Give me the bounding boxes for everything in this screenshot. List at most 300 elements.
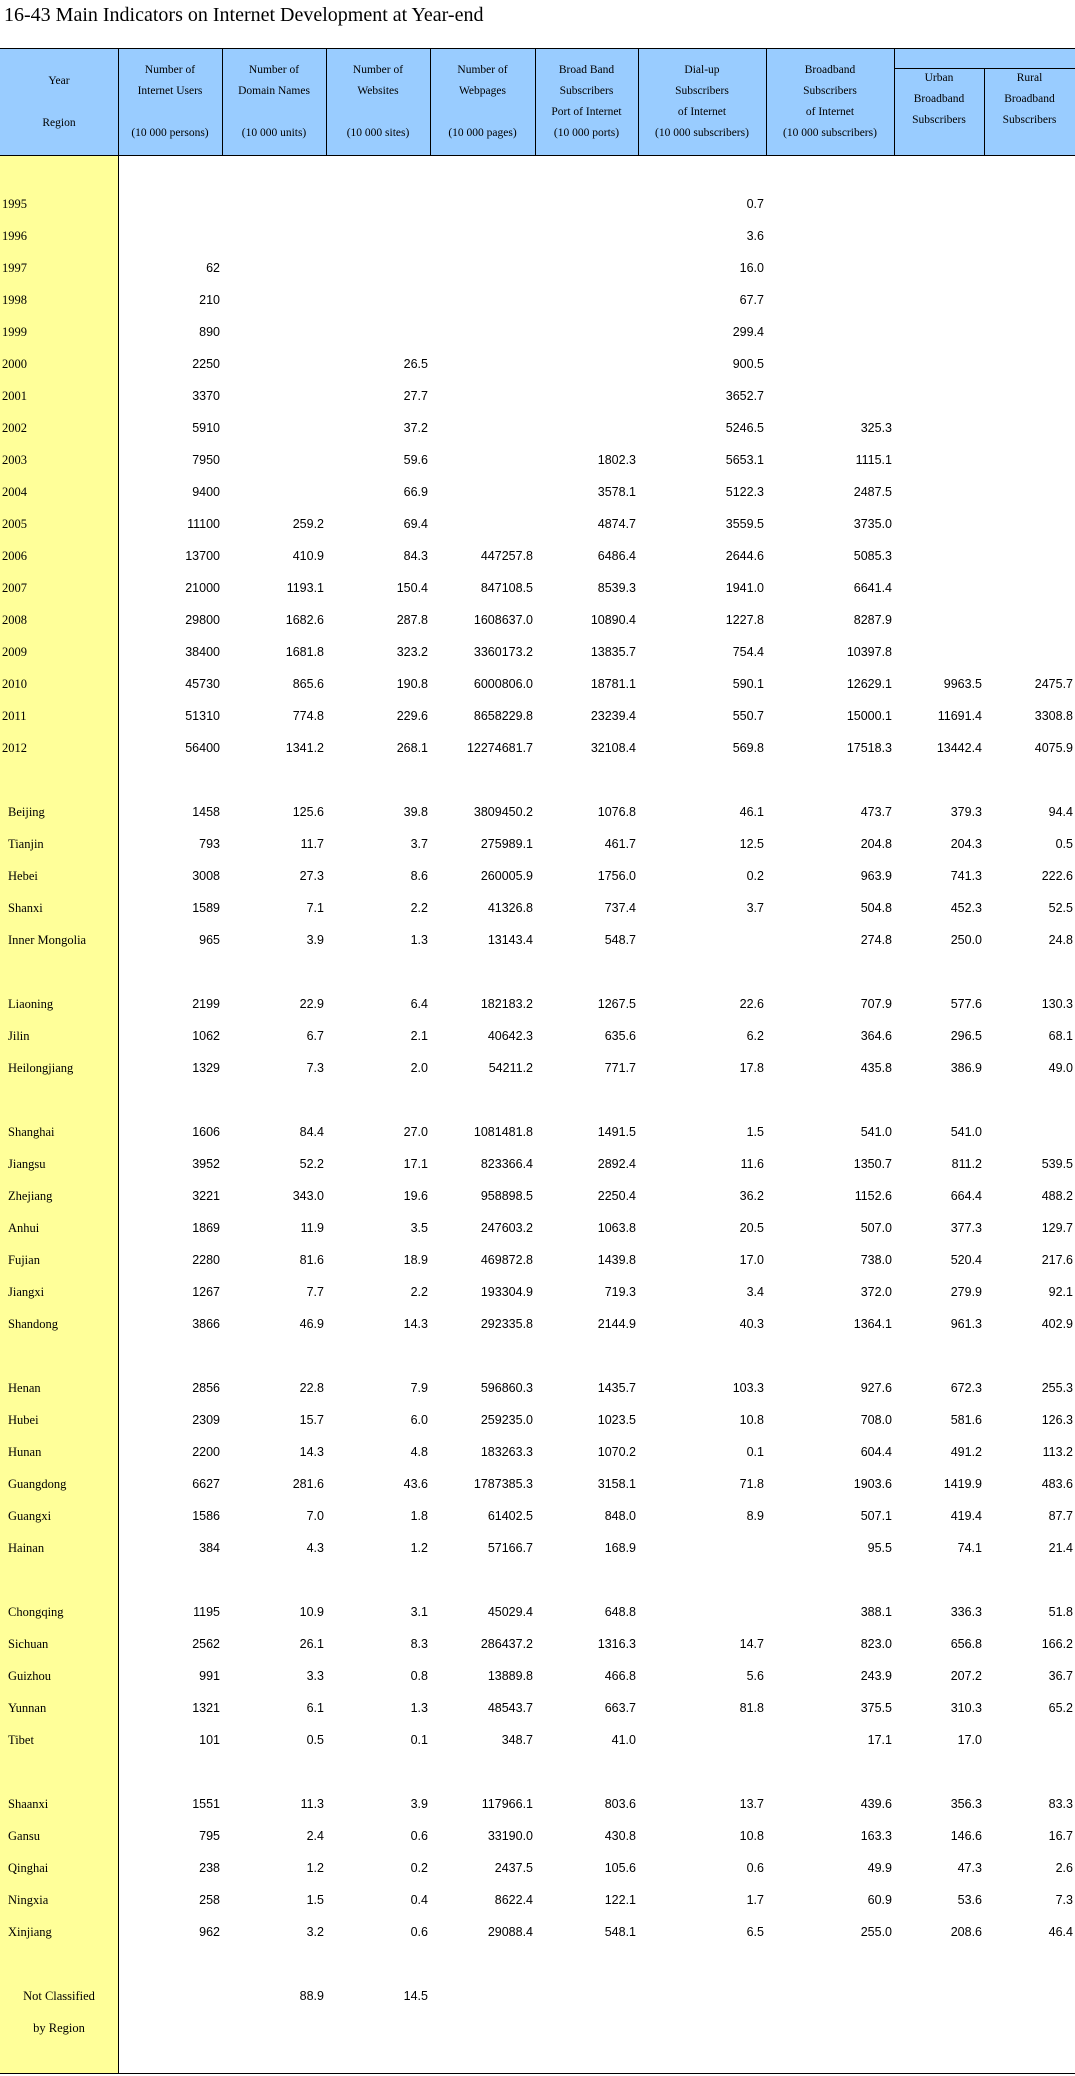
cell-value: 11.9 bbox=[300, 1221, 324, 1235]
cell-value: 3008 bbox=[192, 869, 220, 883]
cell-value: 1062 bbox=[192, 1029, 220, 1043]
table-row-year bbox=[0, 572, 1075, 604]
table-row-region bbox=[0, 1116, 1075, 1148]
cell-value: 46.9 bbox=[299, 1317, 324, 1331]
cell-value: 52.5 bbox=[1048, 901, 1073, 915]
cell-value: 204.8 bbox=[860, 837, 892, 851]
column-header-line: Number of bbox=[352, 64, 404, 76]
column-header bbox=[638, 48, 766, 156]
cell-value: 348.7 bbox=[501, 1733, 533, 1747]
cell-value: 27.0 bbox=[403, 1125, 428, 1139]
cell-value: 16.0 bbox=[739, 261, 764, 275]
cell-value: 3.2 bbox=[306, 1925, 324, 1939]
cell-value: 84.3 bbox=[403, 549, 428, 563]
page-title: 16-43 Main Indicators on Internet Development at Year-end bbox=[4, 4, 484, 26]
cell-value: 1869 bbox=[192, 1221, 220, 1235]
cell-value: 259235.0 bbox=[480, 1413, 533, 1427]
cell-value bbox=[894, 636, 982, 668]
column-header-line: (10 000 pages) bbox=[448, 127, 517, 139]
cell-value bbox=[222, 444, 324, 476]
cell-value: 2199 bbox=[192, 997, 220, 1011]
cell-value: 569.8 bbox=[732, 741, 764, 755]
cell-value bbox=[894, 604, 982, 636]
row-label: 2000 bbox=[2, 357, 27, 371]
cell-value: 36.2 bbox=[739, 1189, 764, 1203]
table-body bbox=[0, 156, 1075, 2044]
cell-value: 1756.0 bbox=[597, 869, 636, 883]
cell-value: 3952 bbox=[192, 1157, 220, 1171]
cell-value: 0.6 bbox=[410, 1829, 428, 1843]
cell-value: 8.9 bbox=[746, 1509, 764, 1523]
cell-value bbox=[766, 316, 892, 348]
cell-value: 1316.3 bbox=[597, 1637, 636, 1651]
cell-value: 166.2 bbox=[1041, 1637, 1073, 1651]
column-header bbox=[326, 48, 430, 156]
cell-value bbox=[638, 1724, 764, 1756]
row-label: Inner Mongolia bbox=[8, 933, 87, 947]
cell-value: 1.3 bbox=[410, 1701, 428, 1715]
cell-value: 1.2 bbox=[410, 1541, 428, 1555]
table-row-year bbox=[0, 316, 1075, 348]
row-label: 1999 bbox=[2, 325, 27, 339]
cell-value bbox=[894, 252, 982, 284]
cell-value: 1193.1 bbox=[286, 581, 324, 595]
table-row-region bbox=[0, 1884, 1075, 1916]
column-header bbox=[535, 48, 638, 156]
cell-value bbox=[766, 284, 892, 316]
cell-value: 259.2 bbox=[292, 517, 324, 531]
table-row-region bbox=[0, 1788, 1075, 1820]
cell-value: 372.0 bbox=[860, 1285, 892, 1299]
cell-value: 577.6 bbox=[950, 997, 982, 1011]
row-label: 1998 bbox=[2, 293, 27, 307]
cell-value: 13889.8 bbox=[487, 1669, 533, 1683]
cell-value bbox=[222, 188, 324, 220]
cell-value: 491.2 bbox=[950, 1445, 982, 1459]
cell-value bbox=[766, 220, 892, 252]
cell-value: 3.6 bbox=[746, 229, 764, 243]
table-row-year bbox=[0, 412, 1075, 444]
column-header-line: Subscribers bbox=[912, 114, 966, 126]
row-label: Qinghai bbox=[8, 1861, 49, 1875]
cell-value bbox=[894, 508, 982, 540]
cell-value: 3866 bbox=[192, 1317, 220, 1331]
header-spacer bbox=[58, 92, 61, 113]
column-header-line: (10 000 subscribers) bbox=[655, 127, 749, 139]
spacer-row bbox=[0, 1564, 1075, 1596]
table-row-year bbox=[0, 444, 1075, 476]
column-header-line: Number of bbox=[144, 64, 196, 76]
cell-value: 8658229.8 bbox=[473, 709, 533, 723]
cell-value: 548.7 bbox=[604, 933, 636, 947]
cell-value: 1491.5 bbox=[597, 1125, 636, 1139]
cell-value: 38400 bbox=[185, 645, 220, 659]
cell-value: 5.6 bbox=[746, 1669, 764, 1683]
cell-value bbox=[894, 380, 982, 412]
cell-value: 6.4 bbox=[410, 997, 428, 1011]
cell-value: 49.9 bbox=[867, 1861, 892, 1875]
cell-value bbox=[222, 284, 324, 316]
cell-value: 84.4 bbox=[299, 1125, 324, 1139]
cell-value: 410.9 bbox=[292, 549, 324, 563]
cell-value: 0.2 bbox=[410, 1861, 428, 1875]
cell-value: 260005.9 bbox=[480, 869, 533, 883]
cell-value bbox=[638, 924, 764, 956]
cell-value: 1941.0 bbox=[725, 581, 764, 595]
cell-value: 10.8 bbox=[739, 1829, 764, 1843]
cell-value: 0.1 bbox=[746, 1445, 764, 1459]
cell-value: 1802.3 bbox=[597, 453, 636, 467]
cell-value: 17.1 bbox=[867, 1733, 892, 1747]
cell-value: 12.5 bbox=[739, 837, 764, 851]
table-row-region bbox=[0, 1532, 1075, 1564]
cell-value bbox=[118, 220, 220, 252]
row-label: Ningxia bbox=[8, 1893, 49, 1907]
cell-value: 364.6 bbox=[860, 1029, 892, 1043]
row-label: Fujian bbox=[8, 1253, 40, 1267]
row-label: Shandong bbox=[8, 1317, 58, 1331]
cell-value: 8.6 bbox=[410, 869, 428, 883]
cell-value: 7.3 bbox=[1055, 1893, 1073, 1907]
table-row-year bbox=[0, 380, 1075, 412]
cell-value bbox=[535, 1980, 636, 2012]
cell-value bbox=[535, 220, 636, 252]
cell-value: 26.1 bbox=[299, 1637, 324, 1651]
cell-value: 255.3 bbox=[1041, 1381, 1073, 1395]
cell-value: 375.5 bbox=[860, 1701, 892, 1715]
cell-value bbox=[222, 476, 324, 508]
cell-value bbox=[984, 1116, 1073, 1148]
cell-value bbox=[638, 1980, 764, 2012]
column-header-line: (10 000 units) bbox=[241, 127, 307, 139]
column-header-line: (10 000 sites) bbox=[346, 127, 410, 139]
cell-value: 2562 bbox=[192, 1637, 220, 1651]
cell-value: 150.4 bbox=[396, 581, 428, 595]
cell-value: 52.2 bbox=[299, 1157, 324, 1171]
table-row-region bbox=[0, 1628, 1075, 1660]
table-row-year bbox=[0, 540, 1075, 572]
cell-value: 2.4 bbox=[306, 1829, 324, 1843]
table-row-region bbox=[0, 1916, 1075, 1948]
cell-value: 130.3 bbox=[1041, 997, 1073, 1011]
header-year-region bbox=[0, 48, 118, 156]
table-row-region bbox=[0, 1308, 1075, 1340]
grid-vline bbox=[894, 68, 895, 156]
cell-value: 12629.1 bbox=[846, 677, 892, 691]
cell-value: 435.8 bbox=[860, 1061, 892, 1075]
row-label: 2010 bbox=[2, 677, 27, 691]
cell-value: 101 bbox=[199, 1733, 220, 1747]
cell-value: 208.6 bbox=[950, 1925, 982, 1939]
cell-value: 3308.8 bbox=[1034, 709, 1073, 723]
cell-value: 8622.4 bbox=[494, 1893, 533, 1907]
cell-value bbox=[535, 380, 636, 412]
cell-value: 250.0 bbox=[950, 933, 982, 947]
cell-value: 2250.4 bbox=[597, 1189, 636, 1203]
cell-value: 961.3 bbox=[950, 1317, 982, 1331]
cell-value: 3.4 bbox=[746, 1285, 764, 1299]
cell-value: 1439.8 bbox=[597, 1253, 636, 1267]
cell-value: 33190.0 bbox=[487, 1829, 533, 1843]
cell-value bbox=[222, 220, 324, 252]
cell-value: 54211.2 bbox=[488, 1061, 533, 1075]
cell-value: 719.3 bbox=[604, 1285, 636, 1299]
cell-value: 67.7 bbox=[739, 293, 764, 307]
row-label: 2007 bbox=[2, 581, 27, 595]
cell-value: 68.1 bbox=[1048, 1029, 1073, 1043]
row-label: 2012 bbox=[2, 741, 27, 755]
cell-value: 7.9 bbox=[410, 1381, 428, 1395]
cell-value: 94.4 bbox=[1048, 805, 1073, 819]
cell-value: 550.7 bbox=[732, 709, 764, 723]
cell-value: 60.9 bbox=[867, 1893, 892, 1907]
cell-value: 2.1 bbox=[410, 1029, 428, 1043]
cell-value bbox=[894, 1980, 982, 2012]
table-row-region bbox=[0, 1148, 1075, 1180]
cell-value bbox=[535, 316, 636, 348]
cell-value: 3809450.2 bbox=[473, 805, 533, 819]
cell-value: 741.3 bbox=[950, 869, 982, 883]
cell-value: 15.7 bbox=[299, 1413, 324, 1427]
cell-value: 286437.2 bbox=[480, 1637, 533, 1651]
cell-value bbox=[894, 572, 982, 604]
cell-value: 1321 bbox=[192, 1701, 220, 1715]
cell-value: 656.8 bbox=[950, 1637, 982, 1651]
cell-value: 1364.1 bbox=[853, 1317, 892, 1331]
cell-value: 3221 bbox=[192, 1189, 220, 1203]
table-row-region bbox=[0, 828, 1075, 860]
cell-value: 1419.9 bbox=[943, 1477, 982, 1491]
cell-value bbox=[984, 1980, 1073, 2012]
table-row-year bbox=[0, 476, 1075, 508]
cell-value: 3652.7 bbox=[725, 389, 764, 403]
cell-value: 168.9 bbox=[604, 1541, 636, 1555]
cell-value bbox=[638, 1596, 764, 1628]
cell-value: 388.1 bbox=[860, 1605, 892, 1619]
grid-vline bbox=[222, 48, 223, 156]
cell-value: 15000.1 bbox=[846, 709, 892, 723]
column-header-line: Subscribers bbox=[559, 85, 614, 97]
cell-value bbox=[984, 188, 1073, 220]
cell-value: 6486.4 bbox=[597, 549, 636, 563]
row-label: Jilin bbox=[8, 1029, 30, 1043]
cell-value: 663.7 bbox=[604, 1701, 636, 1715]
spacer-row bbox=[0, 1340, 1075, 1372]
cell-value: 1.8 bbox=[410, 1509, 428, 1523]
cell-value: 419.4 bbox=[950, 1509, 982, 1523]
cell-value: 41326.8 bbox=[487, 901, 533, 915]
cell-value bbox=[430, 252, 533, 284]
cell-value: 6.0 bbox=[410, 1413, 428, 1427]
cell-value: 126.3 bbox=[1041, 1413, 1073, 1427]
cell-value: 991 bbox=[199, 1669, 220, 1683]
cell-value: 14.3 bbox=[299, 1445, 324, 1459]
row-label: Shaanxi bbox=[8, 1797, 49, 1811]
cell-value: 336.3 bbox=[950, 1605, 982, 1619]
row-label: Henan bbox=[8, 1381, 41, 1395]
row-label: Heilongjiang bbox=[8, 1061, 74, 1075]
cell-value bbox=[222, 412, 324, 444]
cell-value: 2892.4 bbox=[597, 1157, 636, 1171]
row-label: Jiangxi bbox=[8, 1285, 45, 1299]
column-header-line: Number of bbox=[457, 64, 508, 76]
cell-value: 473.7 bbox=[860, 805, 892, 819]
table-row-region bbox=[0, 1596, 1075, 1628]
row-label: Hunan bbox=[8, 1445, 42, 1459]
row-label: Shanxi bbox=[8, 901, 43, 915]
cell-value: 2644.6 bbox=[725, 549, 764, 563]
cell-value: 18.9 bbox=[403, 1253, 428, 1267]
table-row-year bbox=[0, 348, 1075, 380]
cell-value: 51.8 bbox=[1048, 1605, 1073, 1619]
spacer-row bbox=[0, 156, 1075, 188]
cell-value: 1267 bbox=[192, 1285, 220, 1299]
cell-value bbox=[984, 220, 1073, 252]
cell-value: 81.8 bbox=[739, 1701, 764, 1715]
cell-value: 45730 bbox=[185, 677, 220, 691]
cell-value: 16.7 bbox=[1048, 1829, 1073, 1843]
cell-value: 10890.4 bbox=[590, 613, 636, 627]
cell-value: 488.2 bbox=[1041, 1189, 1073, 1203]
cell-value bbox=[984, 412, 1073, 444]
cell-value: 1081481.8 bbox=[473, 1125, 533, 1139]
table-row-region bbox=[0, 1820, 1075, 1852]
cell-value: 11.6 bbox=[740, 1157, 764, 1171]
cell-value: 1589 bbox=[192, 901, 220, 915]
row-label-line1: Not Classified bbox=[23, 1989, 95, 2003]
row-label: Shanghai bbox=[8, 1125, 55, 1139]
cell-value: 17.8 bbox=[739, 1061, 764, 1075]
cell-value bbox=[118, 1980, 220, 2012]
grid-vline bbox=[638, 48, 639, 156]
cell-value: 2.6 bbox=[1055, 1861, 1073, 1875]
cell-value: 590.1 bbox=[732, 677, 764, 691]
column-header-line: Domain Names bbox=[238, 85, 310, 97]
cell-value: 146.6 bbox=[950, 1829, 982, 1843]
cell-value: 45029.4 bbox=[487, 1605, 533, 1619]
cell-value: 771.7 bbox=[604, 1061, 636, 1075]
cell-value bbox=[894, 412, 982, 444]
cell-value bbox=[638, 1532, 764, 1564]
column-header-line: Broadband bbox=[1004, 93, 1055, 105]
cell-value: 182183.2 bbox=[480, 997, 533, 1011]
cell-value: 258 bbox=[199, 1893, 220, 1907]
cell-value: 635.6 bbox=[604, 1029, 636, 1043]
cell-value: 40.3 bbox=[739, 1317, 764, 1331]
cell-value: 483.6 bbox=[1041, 1477, 1073, 1491]
cell-value: 3.9 bbox=[306, 933, 324, 947]
spacer-row bbox=[0, 764, 1075, 796]
cell-value: 26.5 bbox=[403, 357, 428, 371]
cell-value: 754.4 bbox=[732, 645, 764, 659]
cell-value: 325.3 bbox=[860, 421, 892, 435]
cell-value: 243.9 bbox=[860, 1669, 892, 1683]
cell-value: 2309 bbox=[192, 1413, 220, 1427]
cell-value: 17518.3 bbox=[846, 741, 892, 755]
spacer-row bbox=[0, 1084, 1075, 1116]
row-label: 2001 bbox=[2, 389, 27, 403]
cell-value bbox=[430, 348, 533, 380]
table-row-year bbox=[0, 668, 1075, 700]
row-label: Hainan bbox=[8, 1541, 45, 1555]
header-region-label: Region bbox=[42, 116, 76, 129]
cell-value bbox=[894, 540, 982, 572]
cell-value: 541.0 bbox=[860, 1125, 892, 1139]
table-row-region bbox=[0, 892, 1075, 924]
cell-value: 469872.8 bbox=[480, 1253, 533, 1267]
cell-value: 2.2 bbox=[410, 901, 428, 915]
column-header-line bbox=[169, 102, 172, 123]
cell-value: 2250 bbox=[192, 357, 220, 371]
cell-value: 6.5 bbox=[746, 1925, 764, 1939]
cell-value bbox=[984, 540, 1073, 572]
cell-value: 1551 bbox=[192, 1797, 220, 1811]
cell-value bbox=[326, 188, 428, 220]
cell-value bbox=[222, 348, 324, 380]
cell-value: 1070.2 bbox=[597, 1445, 636, 1459]
cell-value: 2475.7 bbox=[1034, 677, 1073, 691]
cell-value bbox=[326, 316, 428, 348]
row-label: 2011 bbox=[2, 709, 27, 723]
cell-value: 4874.7 bbox=[597, 517, 636, 531]
cell-value: 343.0 bbox=[292, 1189, 324, 1203]
cell-value: 29088.4 bbox=[487, 1925, 533, 1939]
cell-value: 17.1 bbox=[403, 1157, 428, 1171]
cell-value: 43.6 bbox=[403, 1477, 428, 1491]
cell-value bbox=[984, 636, 1073, 668]
cell-value: 11.3 bbox=[300, 1797, 324, 1811]
row-label: Jiangsu bbox=[8, 1157, 46, 1171]
cell-value: 356.3 bbox=[950, 1797, 982, 1811]
cell-value: 11100 bbox=[187, 517, 220, 531]
cell-value bbox=[430, 188, 533, 220]
cell-value: 20.5 bbox=[739, 1221, 764, 1235]
cell-value: 1115.1 bbox=[855, 453, 892, 467]
cell-value: 648.8 bbox=[604, 1605, 636, 1619]
cell-value: 190.8 bbox=[396, 677, 428, 691]
cell-value: 65.2 bbox=[1048, 1701, 1073, 1715]
cell-value: 452.3 bbox=[950, 901, 982, 915]
cell-value bbox=[766, 348, 892, 380]
cell-value: 4.8 bbox=[410, 1445, 428, 1459]
column-header-line: Subscribers bbox=[803, 85, 857, 97]
cell-value: 890 bbox=[199, 325, 220, 339]
cell-value: 2.0 bbox=[410, 1061, 428, 1075]
column-header-line: Urban bbox=[924, 72, 954, 84]
table-row-region bbox=[0, 860, 1075, 892]
cell-value: 323.2 bbox=[396, 645, 428, 659]
column-header bbox=[766, 48, 894, 156]
cell-value: 37.2 bbox=[403, 421, 428, 435]
cell-value: 848.0 bbox=[604, 1509, 636, 1523]
grid-vline bbox=[430, 48, 431, 156]
cell-value: 3559.5 bbox=[725, 517, 764, 531]
cell-value: 12274681.7 bbox=[466, 741, 533, 755]
cell-value: 1152.6 bbox=[854, 1189, 892, 1203]
cell-value: 1.5 bbox=[746, 1125, 764, 1139]
row-label: 2003 bbox=[2, 453, 27, 467]
cell-value: 7.0 bbox=[306, 1509, 324, 1523]
cell-value: 520.4 bbox=[950, 1253, 982, 1267]
cell-value bbox=[326, 252, 428, 284]
cell-value: 229.6 bbox=[396, 709, 428, 723]
cell-value: 13.7 bbox=[739, 1797, 764, 1811]
cell-value: 2200 bbox=[192, 1445, 220, 1459]
cell-value: 2856 bbox=[192, 1381, 220, 1395]
cell-value: 6627 bbox=[192, 1477, 220, 1491]
cell-value: 11691.4 bbox=[937, 709, 982, 723]
cell-value: 3370 bbox=[192, 389, 220, 403]
